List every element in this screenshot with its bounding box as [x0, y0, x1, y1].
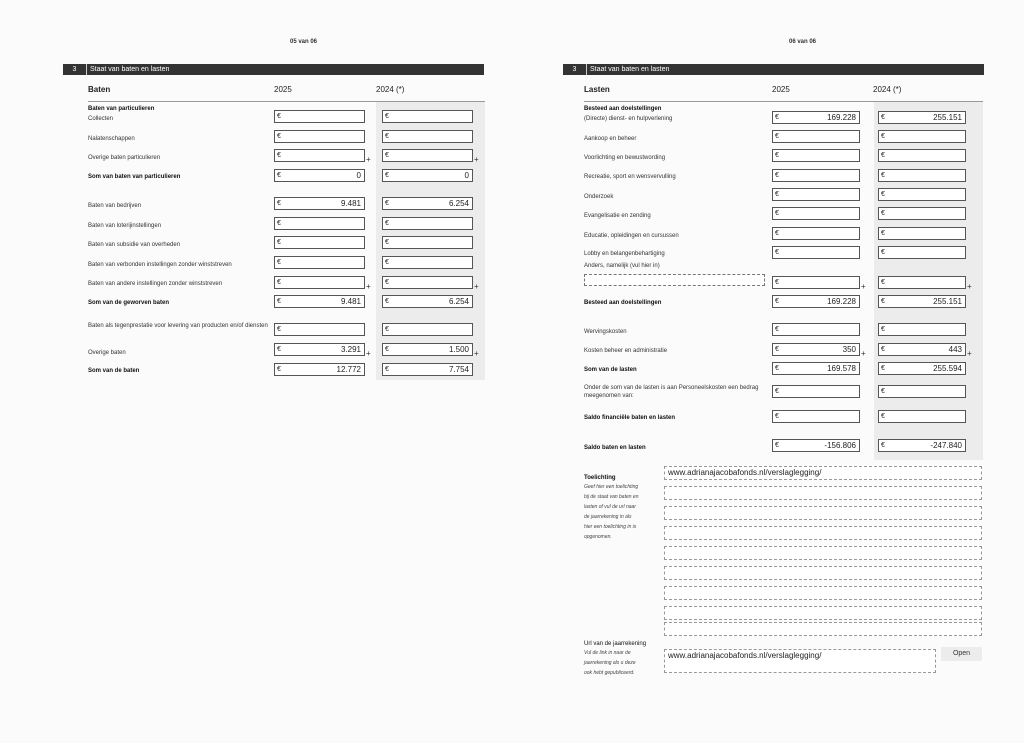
column-2025: 2025 [274, 85, 292, 94]
amount-field-2024[interactable] [878, 111, 966, 124]
amount-field-2025[interactable] [772, 149, 860, 162]
plus-sign: + [474, 349, 479, 358]
amount-value: 255.594 [933, 364, 962, 373]
row-label: Lobby en belangenbehartiging [584, 251, 665, 257]
plus-sign: + [861, 349, 866, 358]
url-label: Url van de jaarrekening [584, 641, 647, 647]
currency-symbol: € [277, 279, 281, 286]
currency-symbol: € [881, 249, 885, 256]
amount-field-2024[interactable] [382, 343, 473, 356]
currency-symbol: € [775, 413, 779, 420]
amount-field-2025[interactable] [772, 410, 860, 423]
row-label: Recreatie, sport en wensvervulling [584, 174, 676, 180]
plus-sign: + [366, 349, 371, 358]
hint-line: ook hebt gepubliceerd. [584, 670, 635, 676]
plus-sign: + [967, 349, 972, 358]
currency-symbol: € [277, 113, 281, 120]
row-label: Som van de geworven baten [88, 300, 170, 306]
currency-symbol: € [775, 114, 779, 121]
toelichting-line[interactable] [664, 506, 982, 520]
currency-symbol: € [775, 365, 779, 372]
toelichting-input[interactable] [664, 466, 982, 480]
amount-value: 169.228 [827, 297, 856, 306]
amount-value: 255.151 [933, 113, 962, 122]
row-label: Som van de lasten [584, 367, 637, 373]
toelichting-line[interactable] [664, 526, 982, 540]
row-label: Kosten beheer en administratie [584, 348, 668, 354]
section-number: 3 [563, 64, 587, 75]
amount-value: 6.254 [448, 297, 469, 306]
amount-field-2025[interactable] [274, 217, 365, 230]
amount-value: 7.754 [448, 365, 469, 374]
amount-field-2025[interactable] [274, 110, 365, 123]
currency-symbol: € [277, 239, 281, 246]
currency-symbol: € [881, 172, 885, 179]
amount-field-2024[interactable] [382, 217, 473, 230]
hint-line: Geef hier een toelichting [584, 484, 639, 490]
amount-field-2024[interactable] [382, 149, 473, 162]
currency-symbol: € [775, 249, 779, 256]
currency-symbol: € [881, 152, 885, 159]
amount-field-2025[interactable] [772, 111, 860, 124]
currency-symbol: € [385, 279, 389, 286]
amount-field-2024[interactable] [382, 169, 473, 182]
amount-value: 443 [948, 345, 962, 354]
toelichting-label: Toelichting [584, 475, 616, 481]
amount-field-2025[interactable] [274, 256, 365, 269]
amount-field-2025[interactable] [772, 362, 860, 375]
currency-symbol: € [385, 298, 389, 305]
hint-line: Vul de link in naar de [584, 650, 631, 656]
amount-field-2024[interactable] [878, 323, 966, 336]
amount-field-2024[interactable] [878, 188, 966, 201]
row-label: Baten van andere instellingen zonder winststreven [88, 281, 223, 287]
amount-field-2024[interactable] [382, 295, 473, 308]
hint-line: bij de staat van baten en [584, 494, 639, 500]
currency-symbol: € [881, 230, 885, 237]
amount-value: 12.772 [336, 365, 361, 374]
hint-line: opgenomen. [584, 534, 612, 540]
amount-value: 0 [356, 171, 361, 180]
amount-field-2024[interactable] [382, 236, 473, 249]
currency-symbol: € [881, 388, 885, 395]
amount-field-2025[interactable] [772, 207, 860, 220]
row-label: Baten van particulieren [88, 106, 155, 112]
plus-sign: + [366, 155, 371, 164]
url-value: www.adrianajacobafonds.nl/verslaglegging/ [668, 651, 822, 660]
amount-field-2025[interactable] [772, 227, 860, 240]
row-label: Overige baten particulieren [88, 155, 161, 161]
currency-symbol: € [385, 239, 389, 246]
row-label: Overige baten [88, 350, 126, 356]
currency-symbol: € [881, 365, 885, 372]
amount-field-2024[interactable] [878, 246, 966, 259]
amount-field-2024[interactable] [382, 110, 473, 123]
url-input[interactable] [664, 649, 936, 673]
currency-symbol: € [881, 298, 885, 305]
amount-field-2025[interactable] [772, 188, 860, 201]
hint-line: jaarrekening als u deze [584, 660, 636, 666]
plus-sign: + [474, 282, 479, 291]
row-label: Saldo financiële baten en lasten [584, 415, 676, 421]
amount-field-2025[interactable] [772, 439, 860, 452]
amount-field-2024[interactable] [878, 295, 966, 308]
amount-field-2025[interactable] [772, 130, 860, 143]
row-label: Baten van bedrijven [88, 203, 142, 209]
hint-line: lasten of vul de url naar [584, 504, 636, 510]
amount-field-2025[interactable] [772, 385, 860, 398]
amount-field-2025[interactable] [274, 130, 365, 143]
currency-symbol: € [385, 113, 389, 120]
amount-field-2025[interactable] [274, 276, 365, 289]
row-label: Som van de baten [88, 368, 140, 374]
currency-symbol: € [385, 220, 389, 227]
currency-symbol: € [775, 298, 779, 305]
amount-value: 1.500 [448, 345, 469, 354]
amount-field-2024[interactable] [878, 207, 966, 220]
amount-field-2024[interactable] [878, 276, 966, 289]
row-label: Saldo baten en lasten [584, 445, 646, 451]
amount-field-2025[interactable] [274, 323, 365, 336]
row-label: (Directe) dienst- en hulpverlening [584, 116, 673, 122]
section-header [63, 64, 484, 75]
toelichting-line[interactable] [664, 566, 982, 580]
currency-symbol: € [775, 326, 779, 333]
toelichting-line[interactable] [664, 486, 982, 500]
currency-symbol: € [277, 298, 281, 305]
currency-symbol: € [277, 346, 281, 353]
amount-field-2024[interactable] [878, 130, 966, 143]
row-label: Besteed aan doelstellingen [584, 300, 662, 306]
currency-symbol: € [881, 133, 885, 140]
amount-value: 3.291 [340, 345, 361, 354]
currency-symbol: € [277, 200, 281, 207]
hint-line: de jaarrekening in als [584, 514, 632, 520]
currency-symbol: € [881, 191, 885, 198]
currency-symbol: € [881, 114, 885, 121]
amount-field-2024[interactable] [878, 385, 966, 398]
amount-field-2025[interactable] [274, 236, 365, 249]
row-label: Educatie, opleidingen en cursussen [584, 233, 679, 239]
row-label: Aankoop en beheer [584, 136, 637, 142]
hint-line: hier een toelichting in is [584, 524, 637, 530]
amount-field-2024[interactable] [878, 227, 966, 240]
row-label: Onderzoek [584, 194, 614, 200]
amount-field-2025[interactable] [274, 197, 365, 210]
plus-sign: + [474, 155, 479, 164]
row-label: Baten van verbonden instellingen zonder winststreven [88, 262, 232, 268]
amount-field-2024[interactable] [382, 323, 473, 336]
row-label: Collecten [88, 116, 114, 122]
column-title: Lasten [584, 85, 610, 94]
currency-symbol: € [881, 346, 885, 353]
section-title: Staat van baten en lasten [90, 66, 170, 73]
row-label: Som van baten van particulieren [88, 174, 181, 180]
row-label: Anders, namelijk (vul hier in) [584, 263, 660, 269]
page-number: 06 van 06 [789, 39, 817, 45]
currency-symbol: € [385, 259, 389, 266]
currency-symbol: € [277, 172, 281, 179]
amount-field-2025[interactable] [274, 149, 365, 162]
amount-value: 350 [842, 345, 856, 354]
amount-field-2024[interactable] [382, 256, 473, 269]
amount-value: 9.481 [340, 199, 361, 208]
column-2025: 2025 [772, 85, 790, 94]
currency-symbol: € [385, 152, 389, 159]
section-header [563, 64, 984, 75]
amount-field-2025[interactable] [772, 246, 860, 259]
amount-field-2025[interactable] [274, 295, 365, 308]
amount-field-2025[interactable] [274, 363, 365, 376]
amount-field-2024[interactable] [878, 439, 966, 452]
amount-field-2025[interactable] [274, 169, 365, 182]
section-title: Staat van baten en lasten [590, 66, 670, 73]
currency-symbol: € [775, 442, 779, 449]
amount-value: -156.806 [824, 441, 856, 450]
currency-symbol: € [881, 442, 885, 449]
currency-symbol: € [385, 366, 389, 373]
row-label: Baten als tegenprestatie voor levering van producten en/of diensten [88, 323, 268, 329]
page-number: 05 van 06 [290, 39, 318, 45]
toelichting-line[interactable] [664, 606, 982, 620]
amount-field-2025[interactable] [772, 276, 860, 289]
currency-symbol: € [277, 220, 281, 227]
amount-field-2025[interactable] [772, 343, 860, 356]
currency-symbol: € [775, 172, 779, 179]
amount-field-2024[interactable] [878, 169, 966, 182]
amount-field-2024[interactable] [878, 343, 966, 356]
currency-symbol: € [277, 259, 281, 266]
currency-symbol: € [277, 366, 281, 373]
amount-value: -247.840 [930, 441, 962, 450]
currency-symbol: € [881, 279, 885, 286]
currency-symbol: € [881, 326, 885, 333]
currency-symbol: € [775, 279, 779, 286]
currency-symbol: € [385, 172, 389, 179]
column-title: Baten [88, 85, 111, 94]
currency-symbol: € [385, 200, 389, 207]
amount-value: 169.578 [827, 364, 856, 373]
amount-field-2024[interactable] [382, 276, 473, 289]
currency-symbol: € [385, 133, 389, 140]
plus-sign: + [861, 282, 866, 291]
toelichting-line[interactable] [664, 622, 982, 636]
amount-field-2024[interactable] [382, 363, 473, 376]
row-label: Nalatenschappen [88, 136, 135, 142]
amount-value: 9.481 [340, 297, 361, 306]
row-label: Voorlichting en bewustwording [584, 155, 666, 161]
amount-value: 0 [464, 171, 469, 180]
row-label: Evangelisatie en zending [584, 213, 651, 219]
amount-value: 6.254 [448, 199, 469, 208]
currency-symbol: € [385, 346, 389, 353]
amount-field-2024[interactable] [382, 197, 473, 210]
currency-symbol: € [775, 346, 779, 353]
column-2024: 2024 (*) [873, 85, 902, 94]
currency-symbol: € [385, 326, 389, 333]
toelichting-line[interactable] [664, 586, 982, 600]
amount-value: 169.228 [827, 113, 856, 122]
amount-field-2025[interactable] [772, 169, 860, 182]
currency-symbol: € [775, 191, 779, 198]
open-button[interactable]: Open [941, 647, 982, 661]
row-label: Baten van subsidie van overheden [88, 242, 181, 248]
row-label: Besteed aan doelstellingen [584, 106, 662, 112]
amount-field-2024[interactable] [878, 410, 966, 423]
currency-symbol: € [775, 388, 779, 395]
currency-symbol: € [775, 210, 779, 217]
currency-symbol: € [277, 133, 281, 140]
amount-field-2024[interactable] [878, 149, 966, 162]
currency-symbol: € [277, 152, 281, 159]
currency-symbol: € [775, 133, 779, 140]
toelichting-line[interactable] [664, 546, 982, 560]
currency-symbol: € [775, 230, 779, 237]
currency-symbol: € [775, 152, 779, 159]
anders-input[interactable] [584, 274, 765, 286]
amount-value: 255.151 [933, 297, 962, 306]
toelichting-value: www.adrianajacobafonds.nl/verslaglegging/ [668, 468, 822, 477]
row-label: Wervingskosten [584, 329, 627, 335]
row-label: Onder de som van de lasten is aan Personeelskosten een bedrag meegenomen van: [584, 385, 759, 399]
currency-symbol: € [881, 413, 885, 420]
amount-field-2025[interactable] [772, 295, 860, 308]
currency-symbol: € [881, 210, 885, 217]
section-number: 3 [63, 64, 87, 75]
amount-field-2025[interactable] [772, 323, 860, 336]
amount-field-2024[interactable] [878, 362, 966, 375]
plus-sign: + [967, 282, 972, 291]
amount-field-2024[interactable] [382, 130, 473, 143]
row-label: Baten van loterijinstellingen [88, 223, 162, 229]
plus-sign: + [366, 282, 371, 291]
column-2024: 2024 (*) [376, 85, 405, 94]
amount-field-2025[interactable] [274, 343, 365, 356]
currency-symbol: € [277, 326, 281, 333]
